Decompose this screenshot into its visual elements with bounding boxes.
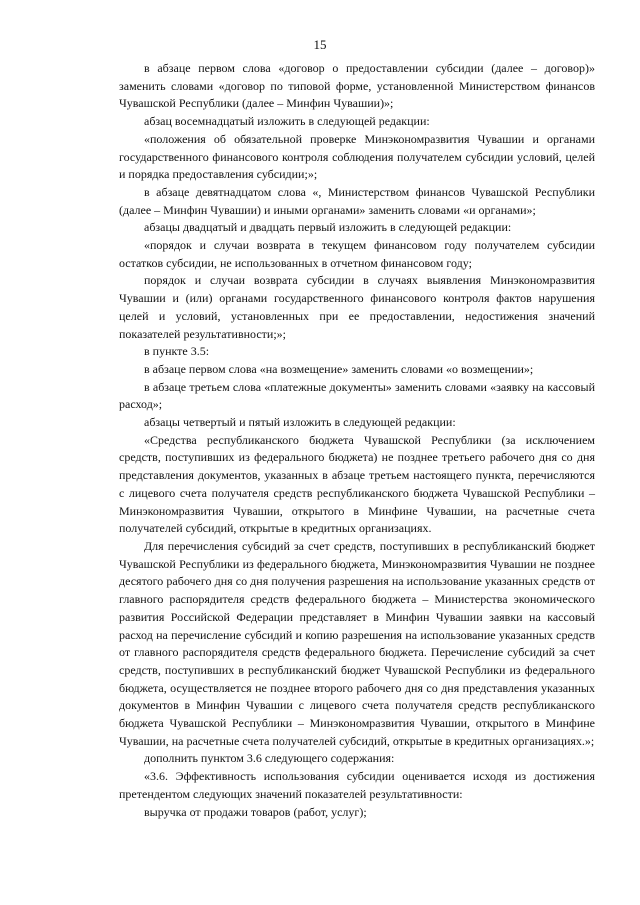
- paragraph-15: «3.6. Эффективность использования субсидии оценивается исходя из достижения претендентом следующих значений показателей результативности:: [119, 769, 595, 801]
- paragraph-3: «положения об обязательной проверке Минэкономразвития Чувашии и органами государственного финансового контроля соблюдения получателем субсидии условий, целей и порядка предоставления субсидии;»;: [119, 131, 595, 182]
- paragraph-7: порядок и случаи возврата субсидии в случаях выявления Минэкономразвития Чувашии и (или) органами государственного финансового контроля фактов нарушения целей и условий, установленных при ее предоставлении, недостижения значений показателей результативности;»;: [119, 273, 595, 341]
- page-number: 15: [313, 37, 327, 52]
- paragraph-11: абзацы четвертый и пятый изложить в следующей редакции:: [144, 415, 456, 430]
- paragraph-4: в абзаце девятнадцатом слова «, Министерством финансов Чувашской Республики (далее – Минфин Чувашии) и иными органами» заменить словами «и органами»;: [119, 184, 595, 217]
- paragraph-13: Для перечисления субсидий за счет средств, поступивших в республиканский бюджет Чувашской Республики из федерального бюджета, Минэкономразвития Чувашии не позднее десятого рабочего дня со дня получения разрешения на использование указанных средств от главного распорядителя средств федерального бюджета – Министерства экономического развития Российской Федерации представляет в Минфин Чувашии заявки на кассовый расход на перечисление субсидий и копию разрешения на использование указанных средств от главного распорядителя средств федерального бюджета. Перечисление субсидий за счет средств, поступивших в республиканский бюджет Чувашской Республики из федерального бюджета, осуществляется не позднее второго рабочего дня со дня представления указанных документов в Минфин Чувашии с лицевого счета получателя средств республиканского бюджета Чувашской Республики – Минэкономразвития Чувашии, открытого в Минфине Чувашии, на расчетные счета получателей субсидий, открытые в кредитных организациях.»;: [119, 538, 595, 748]
- paragraph-1: в абзаце первом слова «договор о предоставлении субсидии (далее – договор)» заменить словами «договор по типовой форме, установленной Министерством финансов Чувашской Республики (далее – Минфин Чувашии)»;: [119, 61, 595, 111]
- paragraph-2: абзац восемнадцатый изложить в следующей редакции:: [144, 114, 430, 129]
- paragraph-10: в абзаце третьем слова «платежные документы» заменить словами «заявку на кассовый расход»;: [119, 379, 595, 412]
- paragraph-8: в пункте 3.5:: [144, 344, 210, 359]
- paragraph-12: «Средства республиканского бюджета Чувашской Республики (за исключением средств, поступивших из федерального бюджета) не позднее третьего рабочего дня со дня представления документов, указанных в абзаце третьем настоящего пункта, перечисляются с лицевого счета получателя средств республиканского бюджета Чувашской Республики – Минэкономразвития Чувашии, открытого в Минфине Чувашии, на расчетные счета получателей субсидий, открытые в кредитных организациях.: [119, 432, 595, 536]
- paragraph-5: абзацы двадцатый и двадцать первый изложить в следующей редакции:: [144, 220, 512, 235]
- paragraph-9: в абзаце первом слова «на возмещение» заменить словами «о возмещении»;: [144, 361, 534, 376]
- paragraph-6: «порядок и случаи возврата в текущем финансовом году получателем субсидии остатков субсидии, не использованных в отчетном финансовом году;: [119, 238, 595, 270]
- paragraph-14: дополнить пунктом 3.6 следующего содержания:: [144, 751, 395, 766]
- paragraph-16: выручка от продажи товаров (работ, услуг);: [144, 804, 367, 819]
- document-body: [119, 60, 595, 821]
